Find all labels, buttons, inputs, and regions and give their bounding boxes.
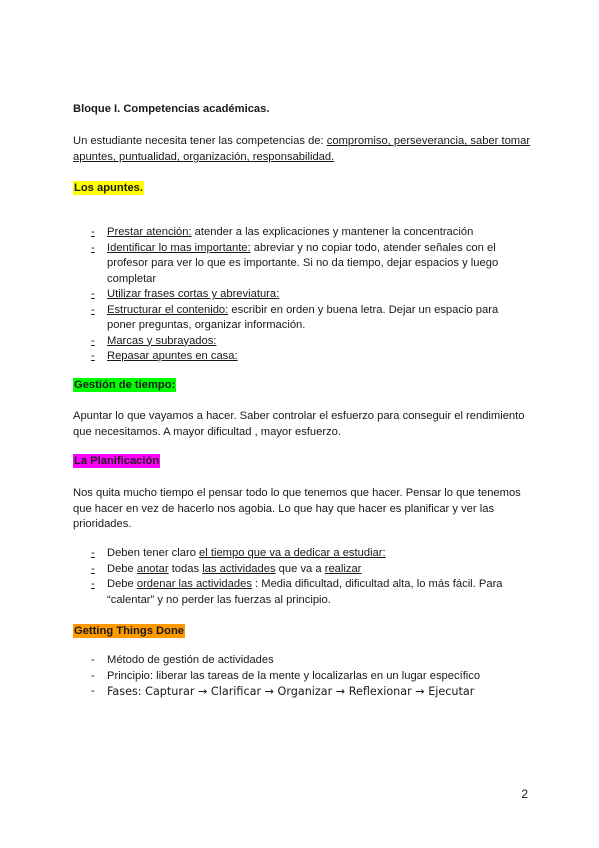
item-underlined: el tiempo que va a dedicar a estudiar: <box>199 547 386 559</box>
intro-text: Un estudiante necesita tener las competencias de: <box>73 135 327 147</box>
item-text: escribir en orden y buena letra. Dejar un espacio para <box>228 303 499 316</box>
item-underlined: las actividades <box>202 562 276 575</box>
item-text: abreviar y no copiar todo, atender señales con el <box>250 241 496 254</box>
dash-bullet: - <box>91 288 95 300</box>
dash-bullet: - <box>91 547 95 559</box>
list-item <box>91 349 498 365</box>
planificacion-line-1: Nos quita mucho tiempo el pensar todo lo que tenemos que hacer. Pensar lo que tenemos <box>73 487 521 499</box>
dash-bullet: - <box>91 578 95 590</box>
dash-bullet: - <box>91 334 95 347</box>
item-text-cont: profesor para ver lo que es importante. Si no da tiempo, dejar espacios y luego <box>107 257 499 269</box>
list-item <box>91 241 498 288</box>
gestion-heading: Gestión de tiempo: <box>74 379 176 391</box>
intro-line-1 <box>73 133 530 149</box>
dash-bullet: - <box>91 350 95 362</box>
item-text: Debe <box>107 562 137 575</box>
list-item <box>91 334 498 350</box>
gtd-list <box>91 653 480 701</box>
list-item <box>91 653 480 669</box>
section-heading-apuntes <box>73 180 144 196</box>
item-label: Marcas y subrayados: <box>107 334 217 347</box>
list-item <box>91 577 503 608</box>
list-item <box>91 684 480 701</box>
apuntes-heading: Los apuntes. <box>74 182 143 194</box>
item-label: Prestar atención: <box>107 226 192 238</box>
planificacion-line-2: que hacer en vez de hacerlo nos agobia. Lo que hay que hacer es planificar y ver las <box>73 503 495 515</box>
dash-bullet: - <box>91 669 95 682</box>
section-heading-gtd <box>73 623 185 639</box>
item-text: todas <box>168 562 203 575</box>
item-label: Estructurar el contenido: <box>107 303 229 316</box>
dash-bullet: - <box>91 226 95 238</box>
item-text-cont: “calentar” y no perder las fuerzas al principio. <box>107 593 331 606</box>
page-number: 2 <box>521 787 528 801</box>
intro-competencies: compromiso, perseverancia, saber tomar <box>326 135 531 147</box>
item-text: Fases: Capturar → Clarificar → Organizar → Reflexionar → Ejecutar <box>107 685 475 698</box>
section-heading-planificacion <box>73 453 160 469</box>
apuntes-list <box>91 225 498 365</box>
intro-competencies-cont: apuntes, puntualidad, organización, responsabilidad. <box>73 151 335 163</box>
item-underlined: ordenar las actividades <box>136 578 252 590</box>
section-heading-gestion <box>73 377 176 393</box>
list-item <box>91 225 498 241</box>
item-underlined: anotar <box>136 562 169 575</box>
list-item <box>91 303 498 334</box>
planificacion-heading: La Planificación <box>74 455 160 467</box>
gestion-line-1: Apuntar lo que vayamos a hacer. Saber controlar el esfuerzo para conseguir el rendimiento <box>73 410 525 422</box>
gestion-line-2: que necesitamos. A mayor dificultad , mayor esfuerzo. <box>73 426 342 438</box>
item-text: Deben tener claro <box>107 547 200 559</box>
planificacion-line-3: prioridades. <box>73 518 132 530</box>
list-item <box>91 546 503 562</box>
item-text: Método de gestión de actividades <box>107 654 274 666</box>
item-text: atender a las explicaciones y mantener la concentración <box>191 226 474 238</box>
item-underlined: realizar <box>324 562 362 575</box>
planificacion-list <box>91 546 503 608</box>
item-label: Repasar apuntes en casa: <box>107 350 238 362</box>
item-text-cont: completar <box>107 272 157 285</box>
dash-bullet: - <box>91 303 95 316</box>
item-text: Principio: liberar las tareas de la mente y localizarlas en un lugar específico <box>107 669 481 682</box>
item-text: que va a <box>275 562 325 575</box>
item-text-cont: poner preguntas, organizar información. <box>107 319 306 331</box>
dash-bullet: - <box>91 241 95 254</box>
item-label: Utilizar frases cortas y abreviatura: <box>107 288 280 300</box>
list-item <box>91 287 498 303</box>
intro-line-2 <box>73 149 334 165</box>
page-title: Bloque I. Competencias académicas. <box>73 103 270 115</box>
dash-bullet: - <box>91 562 95 575</box>
gtd-heading: Getting Things Done <box>74 625 185 637</box>
item-text: Debe <box>107 578 137 590</box>
dash-bullet: - <box>91 685 95 697</box>
list-item <box>91 562 503 578</box>
dash-bullet: - <box>91 654 95 666</box>
item-label: Identificar lo mas importante: <box>107 241 251 254</box>
item-text: : Media dificultad, dificultad alta, lo más fácil. Para <box>251 578 503 590</box>
list-item <box>91 669 480 685</box>
